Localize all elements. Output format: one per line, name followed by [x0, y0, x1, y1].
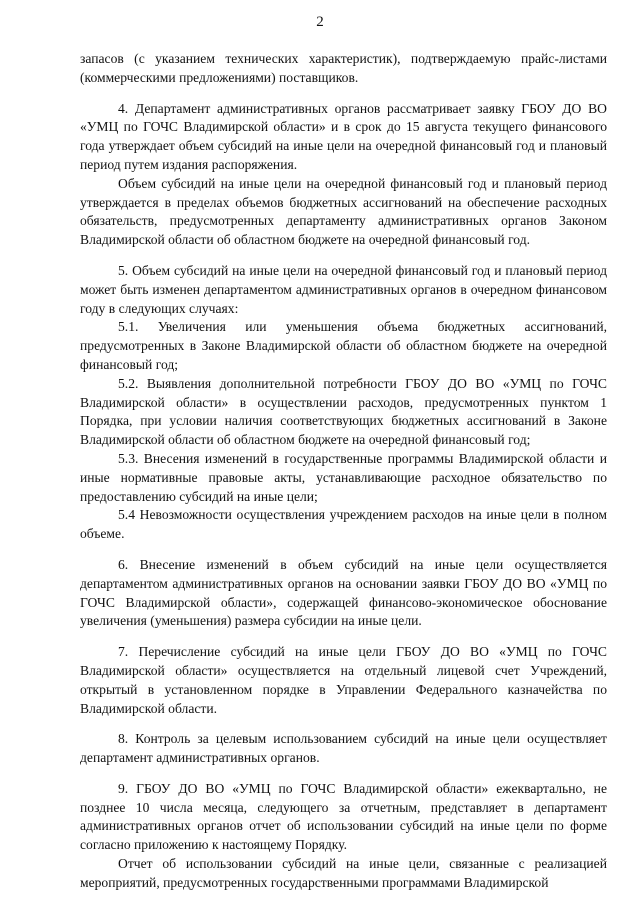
paragraph-item-5: 5. Объем субсидий на иные цели на очередной финансовый год и плановый период может быть изменен департаментом административных органов в очередном финансовом году в следующих случаях: — [80, 262, 607, 316]
page-number: 2 — [316, 14, 324, 30]
paragraph-item-5-4: 5.4 Невозможности осуществления учреждением расходов на иные цели в полном объеме. — [80, 507, 607, 542]
paragraph-item-8: 8. Контроль за целевым использованием субсидий на иные цели осуществляет департамент административных органов. — [80, 731, 607, 766]
paragraph-item-9-report: Отчет об использовании субсидий на иные цели, связанные с реализацией мероприятий, предусмотренных государственными программами Владимирской — [80, 856, 607, 890]
document-body — [80, 50, 607, 893]
paragraph-item-7: 7. Перечисление субсидий на иные цели ГБОУ ДО ВО «УМЦ по ГОЧС Владимирской области» осуществляется на отдельный лицевой счет Учреждений, открытый в установленном порядке в Управлении Федерального казначейства по Владимирской области. — [80, 644, 607, 716]
paragraph-item-5-3: 5.3. Внесения изменений в государственные программы Владимирской области и иные нормативные правовые акты, устанавливающие расходное обязательство по предоставлению субсидий на иные цели; — [80, 450, 607, 504]
paragraph-item-6: 6. Внесение изменений в объем субсидий на иные цели осуществляется департаментом административных органов на основании заявки ГБОУ ДО ВО «УМЦ по ГОЧС Владимирской области», содержащей финансово-экономическое обоснование увеличения (уменьшения) размера субсидии на иные цели. — [80, 556, 607, 629]
paragraph-item-9: 9. ГБОУ ДО ВО «УМЦ по ГОЧС Владимирской области» ежеквартально, не позднее 10 числа месяца, следующего за отчетным, представляет в департамент административных органов отчет об использовании субсидий на иные цели по форме согласно приложению к настоящему Порядку. — [80, 780, 607, 853]
paragraph-item-4-volume: Объем субсидий на иные цели на очередной финансовый год и плановый период утверждается в пределах объемов бюджетных ассигнований на обеспечение расходных обязательств, предусмотренных департаменту административных органов Законом Владимирской области об областном бюджете на очередной финансовый год. — [80, 175, 607, 248]
paragraph-item-5-2: 5.2. Выявления дополнительной потребности ГБОУ ДО ВО «УМЦ по ГОЧС Владимирской области» в осуществлении расходов, предусмотренных пунктом 1 Порядка, при условии наличия соответствующих бюджетных ассигнований в Законе Владимирской области об областном бюджете на очередной финансовый год; — [80, 375, 607, 448]
paragraph-item-5-1: 5.1. Увеличения или уменьшения объема бюджетных ассигнований, предусмотренных в Законе Владимирской области об областном бюджете на очередной финансовый год; — [80, 319, 607, 372]
paragraph-item-4: 4. Департамент административных органов рассматривает заявку ГБОУ ДО ВО «УМЦ по ГОЧС Владимирской области» и в срок до 15 августа текущего финансового года утверждает объем субсидий на иные цели на очередной финансовый год и плановый период путем издания распоряжения. — [80, 100, 607, 172]
paragraph-continuation: запасов (с указанием технических характеристик), подтверждаемую прайс-листами (коммерческими предложениями) поставщиков. — [80, 51, 607, 85]
